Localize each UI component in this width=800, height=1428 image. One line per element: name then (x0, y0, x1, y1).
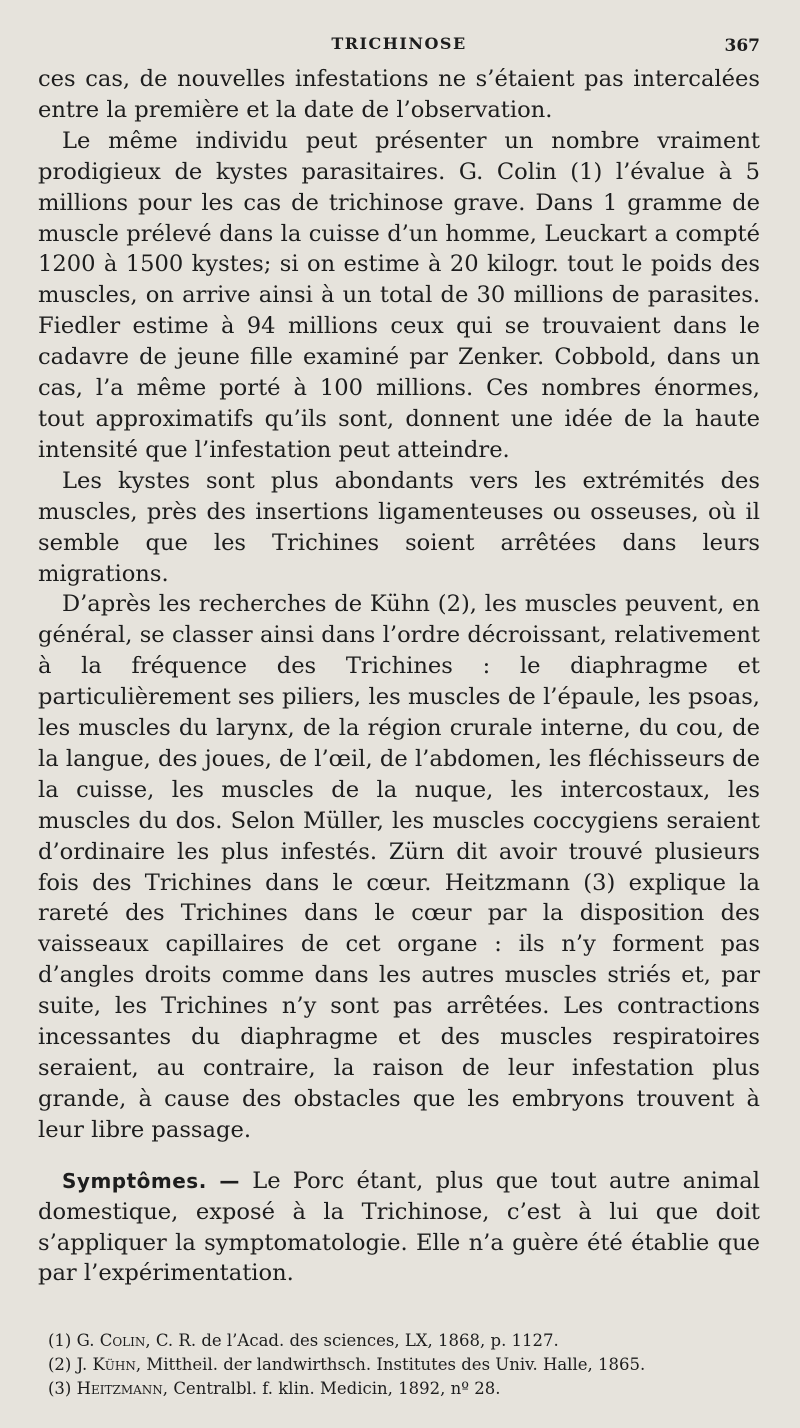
page-header (38, 34, 760, 64)
footnote-number: (2) (48, 1355, 72, 1375)
paragraph: Le même individu peut présenter un nombre vraiment prodigieux de kystes parasitaires. G. Colin (1) l’évalue à 5 millions pour les cas de trichinose grave. Dans 1 gramme de muscle prélevé dans la cuisse d’un homme, Leuckart a compté 1200 à 1500 kystes; si on estime à 20 kilogr. tout le poids des muscles, on arrive ainsi à un total de 30 millions de parasites. Fiedler estime à 94 millions ceux qui se trouvaient dans le cadavre de jeune fille examiné par Zenker. Cobbold, dans un cas, l’a même porté à 100 millions. Ces nombres énormes, tout approximatifs qu’ils sont, donnent une idée de la haute intensité que l’infestation peut atteindre. (38, 127, 760, 463)
body-text (38, 64, 760, 1289)
footnote (38, 1353, 760, 1377)
paragraph: D’après les recherches de Kühn (2), les muscles peuvent, en général, se classer ainsi dans l’ordre décroissant, relativement à la fréquence des Trichines : le diaphragme et particulièrement ses piliers, les muscles de l’épaule, les psoas, les muscles du larynx, de la région crurale interne, du cou, de la langue, des joues, de l’œil, de l’abdomen, les fléchisseurs de la cuisse, les muscles de la nuque, les intercostaux, les muscles du dos. Selon Müller, les muscles coccygiens seraient d’ordinaire les plus infestés. Zürn dit avoir trouvé plusieurs fois des Trichines dans le cœur. Heitzmann (3) explique la rareté des Trichines dans le cœur par la disposition des vaisseaux capillaires de cet organe : ils n’y forment pas d’angles droits comme dans les autres muscles striés et, par suite, les Trichines n’y sont pas arrêtées. Les contractions incessantes du diaphragme et des muscles respiratoires seraient, au contraire, la raison de leur infestation plus grande, à cause des obstacles que les embryons trouvent à leur libre passage. (38, 591, 760, 1143)
section-gap (38, 1146, 760, 1166)
footnote (38, 1329, 760, 1353)
footnote-number: (1) (48, 1331, 72, 1351)
footnote-author: J. Kühn, (76, 1355, 142, 1375)
footnote-text: Mittheil. der landwirthsch. Institutes des Univ. Halle, 1865. (146, 1355, 646, 1375)
footnote-author: G. Colin, (76, 1331, 151, 1351)
footnote-text: C. R. de l’Acad. des sciences, LX, 1868, p. 1127. (155, 1331, 559, 1351)
running-title: TRICHINOSE (331, 34, 467, 53)
paragraph: Les kystes sont plus abondants vers les extrémités des muscles, près des insertions ligamenteuses ou osseuses, où il semble que les Trichines soient arrêtées dans leurs migrations. (38, 467, 760, 587)
footnote (38, 1377, 760, 1401)
footnote-number: (3) (48, 1379, 72, 1399)
footnotes (38, 1329, 760, 1401)
footnote-text: Centralbl. f. klin. Medicin, 1892, nº 28. (173, 1379, 501, 1399)
page-number: 367 (724, 36, 760, 56)
symptoms-text: Le Porc étant, plus que tout autre animal domestique, exposé à la Trichinose, c’est à lui que doit s’appliquer la symptomatologie. Elle n’a guère été établie que par l’expérimentation. (38, 1167, 760, 1287)
footnote-author: Heitzmann, (76, 1379, 169, 1399)
paragraph: ces cas, de nouvelles infestations ne s’étaient pas intercalées entre la première et la date de l’observation. (38, 66, 760, 123)
section-heading: Symptômes. — (62, 1168, 240, 1193)
symptoms-paragraph (38, 1166, 760, 1290)
